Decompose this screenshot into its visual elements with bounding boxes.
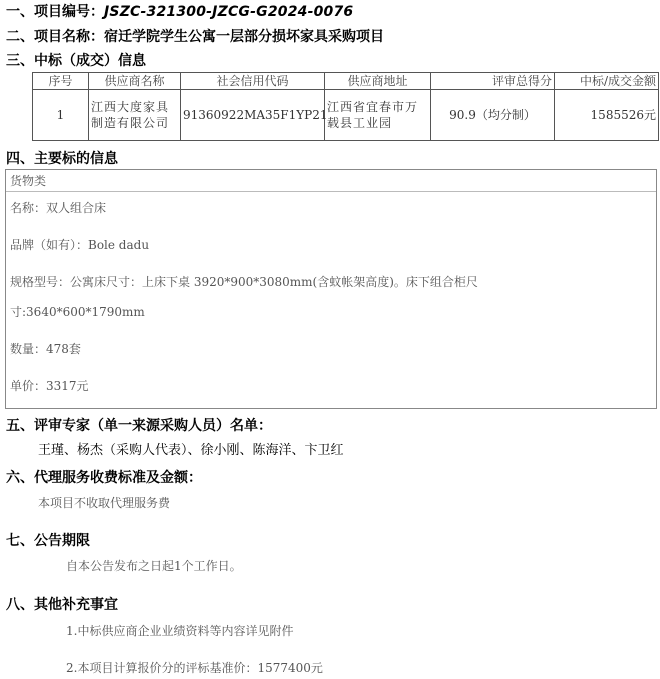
winning-bid-heading: 三、中标（成交）信息 [6, 53, 146, 69]
header-address: 供应商地址 [325, 73, 431, 90]
agency-fee-heading: 六、代理服务收费标准及金额： [6, 470, 202, 486]
goods-name: 名称：双人组合床 [10, 201, 107, 215]
cell-amount: 1585526元 [555, 90, 659, 141]
header-index: 序号 [33, 73, 89, 90]
goods-unit-price: 单价：3317元 [10, 379, 89, 393]
cell-credit-code: 91360922MA35F1YP21 [181, 90, 325, 141]
header-amount: 中标/成交金额 [555, 73, 659, 90]
cell-address: 江西省宜春市万载县工业园 [325, 90, 431, 141]
other-matters-heading: 八、其他补充事宜 [6, 597, 118, 613]
winning-bid-table [32, 72, 659, 141]
project-number-label: 一、项目编号： [6, 4, 104, 20]
header-supplier: 供应商名称 [89, 73, 181, 90]
goods-info-box [5, 169, 657, 409]
table-header-row [33, 73, 659, 90]
project-name-label: 二、项目名称： [6, 29, 104, 45]
header-score: 评审总得分 [431, 73, 555, 90]
agency-fee-content: 本项目不收取代理服务费 [38, 496, 171, 510]
header-credit-code: 社会信用代码 [181, 73, 325, 90]
other-matters-item-1: 1.中标供应商企业业绩资料等内容详见附件 [66, 624, 294, 638]
project-name-value: 宿迁学院学生公寓一层部分损坏家具采购项目 [104, 29, 384, 45]
other-matters-item-2: 2.本项目计算报价分的评标基准价：1577400元 [66, 661, 323, 675]
goods-quantity: 数量：478套 [10, 342, 81, 356]
cell-score: 90.9（均分制） [431, 90, 555, 141]
notice-period-heading: 七、公告期限 [6, 533, 90, 549]
experts-list: 王瑾、杨杰（采购人代表）、徐小刚、陈海洋、卞卫红 [38, 443, 344, 458]
goods-spec-line-2: 寸:3640*600*1790mm [10, 305, 145, 319]
notice-period-content: 自本公告发布之日起1个工作日。 [66, 559, 242, 573]
main-item-heading: 四、主要标的信息 [6, 151, 118, 167]
table-row [33, 90, 659, 141]
project-number-value: JSZC-321300-JZCG-G2024-0076 [104, 4, 354, 20]
goods-brand: 品牌（如有）：Bole dadu [10, 238, 150, 252]
goods-divider [6, 191, 656, 192]
goods-category: 货物类 [10, 174, 47, 188]
project-name-heading [6, 28, 384, 46]
experts-heading: 五、评审专家（单一来源采购人员）名单： [6, 418, 272, 434]
cell-supplier: 江西大度家具制造有限公司 [89, 90, 181, 141]
goods-spec-line-1: 规格型号：公寓床尺寸：上床下桌 3920*900*3080mm(含蚊帐架高度)。床下组合柜尺 [10, 275, 478, 289]
cell-index: 1 [33, 90, 89, 141]
project-number-heading [6, 3, 353, 21]
